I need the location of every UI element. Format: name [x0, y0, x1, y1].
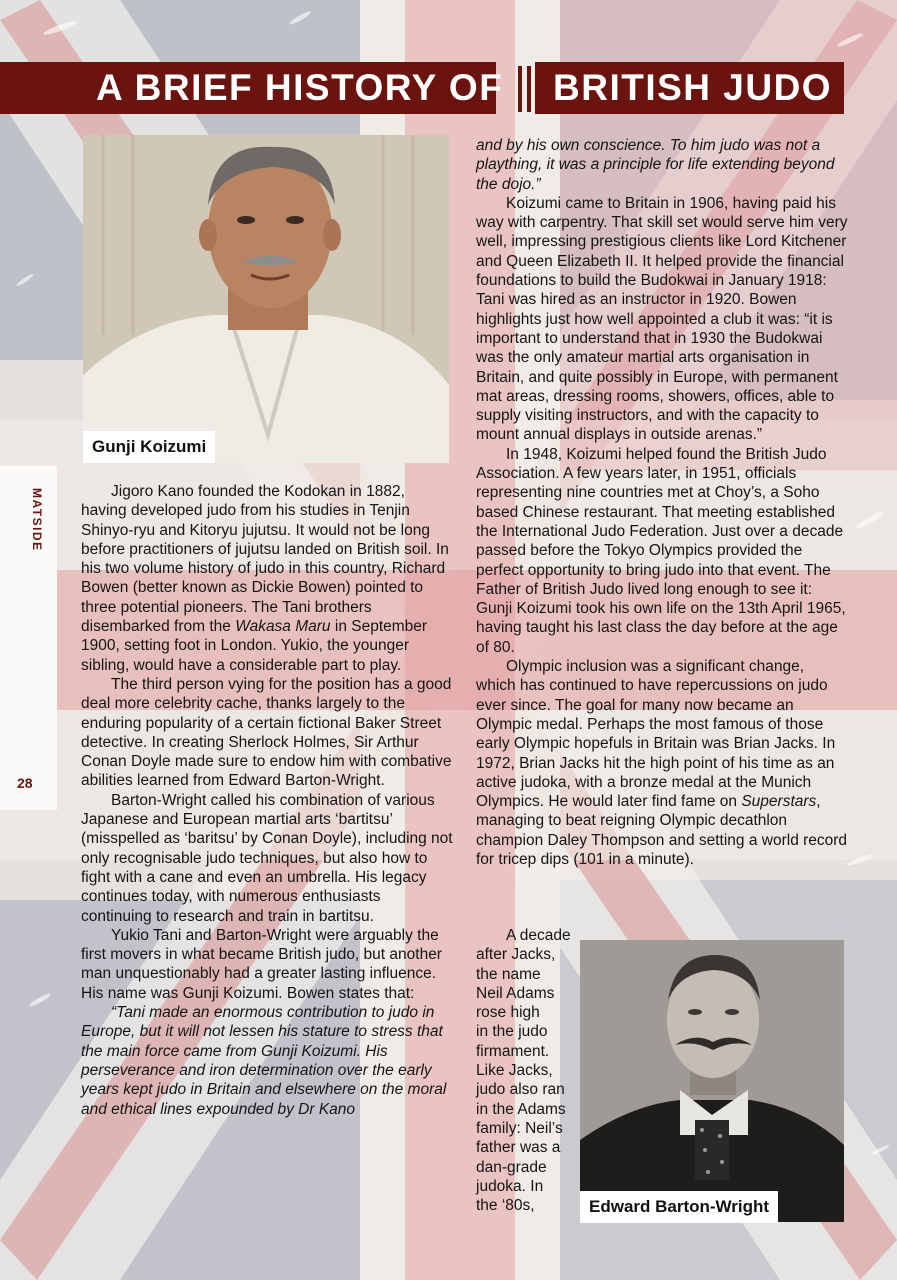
text-line: the name [476, 965, 541, 983]
text-line: father was a [476, 1139, 561, 1157]
paragraph: Koizumi came to Britain in 1906, having paid his way with carpentry. That skill set would serve him very well, impressing prestigious clients like Lord Kitchener and Queen Elizabeth II. It helped provide the financial foundations to build the Budokwai in January 1918: Tani was hired as an instructor in 1920. Bowen highlights just how well appointed a club it was: “it is important to understand that in 1930 the Budokwai was the only amateur martial arts organisation in Britain, and quite possibly in Europe, with permanent mat areas, dressing rooms, showers, offices, able to supply visiting instructors, and with the capacity to mount annual displays in outside arenas.” [476, 194, 848, 444]
barton-wright-caption: Edward Barton-Wright [580, 1191, 778, 1223]
left-column [81, 482, 453, 1119]
paragraph: Olympic inclusion was a significant change, which has continued to have repercussions on judo ever since. The goal for many now became an Olympic medal. Perhaps the most famous of those early Olympic hopefuls in Britain was Brian Jacks. In 1972, Brian Jacks hit the high point of his time as an active judoka, with a bronze medal at the Munich Olympics. He would later find fame on Superstars, managing to beat reigning Olympic decathlon champion Daley Thompson and setting a world record for tricep dips (101 in a minute). [476, 658, 848, 868]
koizumi-caption: Gunji Koizumi [83, 431, 215, 463]
barton-wright-photo [580, 940, 844, 1222]
ship-name: Wakasa Maru [235, 618, 331, 636]
text-line: Like Jacks, [476, 1062, 553, 1080]
text-line: in the judo [476, 1023, 548, 1041]
text-line: rose high [476, 1004, 540, 1022]
title-right: BRITISH JUDO [535, 62, 844, 114]
koizumi-photo [83, 135, 449, 463]
paragraph: Yukio Tani and Barton-Wright were arguably the first movers in what became British judo, but another man unquestionably had a greater lasting influence. His name was Gunji Koizumi. Bowen states that: [81, 926, 442, 1002]
quote: “Tani made an enormous contribution to judo in Europe, but it will not lessen his stature to stress that the main force came from Gunji Koizumi. His perseverance and iron determination over the early years kept judo in Britain and elsewhere on the moral and ethical lines expounded by Dr Kano [81, 1004, 447, 1118]
section-label: MATSIDE [30, 488, 44, 552]
title-left: A BRIEF HISTORY OF [0, 62, 496, 114]
narrow-column [476, 926, 576, 1215]
paragraph: The third person vying for the position has a good deal more celebrity cache, thanks largely to the enduring popularity of a certain fictional Baker Street detective. In creating Sherlock Holmes, Sir Arthur Conan Doyle made sure to endow him with combative abilities learned from Edward Barton-Wright. [81, 675, 452, 790]
title-divider [518, 66, 532, 112]
text-line: family: Neil’s [476, 1119, 563, 1137]
text-line: Neil Adams [476, 984, 555, 1002]
paragraph: In 1948, Koizumi helped found the British Judo Association. A few years later, in 1951, officials representing nine countries met at Choy’s, a Soho based Chinese restaurant. That meeting established the International Judo Federation. Just over a decade passed before the Tokyo Olympics provided the perfect opportunity to bring judo into that event. The Father of British Judo lived long enough to see it: Gunji Koizumi took his own life on the 13th April 1965, having taught his last class the day before at the age of 80. [476, 445, 846, 656]
text-line: in the Adams [476, 1100, 566, 1118]
text-line: firmament. [476, 1042, 550, 1060]
page-number: 28 [17, 775, 33, 791]
text-line: judoka. In [476, 1177, 544, 1195]
text-line: the ‘80s, [476, 1197, 535, 1215]
paragraph: Barton-Wright called his combination of various Japanese and European martial arts ‘bartitsu’ (misspelled as ‘baritsu’ by Conan Doyle), including not only recognisable judo techniques, but also how to fight with a cane and even an umbrella. His legacy continues today, with numerous enthusiasts continuing to research and train in bartitsu. [81, 791, 453, 925]
right-column [476, 136, 848, 869]
sidebar-strip [0, 466, 57, 810]
text-line: judo also ran [476, 1081, 565, 1099]
show-name: Superstars [741, 793, 817, 811]
text-line: A decade [506, 927, 571, 944]
text-line: dan-grade [476, 1158, 547, 1176]
paragraph: Jigoro Kano founded the Kodokan in 1882, having developed judo from his studies in Tenjin Shinyo-ryu and Kitoryu jujutsu. It would not be long before practitioners of jujutsu landed on British soil. In his two volume history of judo in this country, Richard Bowen (better known as Dickie Bowen) pointed to three potential pioneers. The Tani brothers disembarked from the Wakasa Maru in September 1900, setting foot in London. Yukio, the younger sibling, would have a considerable part to play. [81, 483, 449, 674]
text-line: after Jacks, [476, 946, 556, 964]
quote-continued: and by his own conscience. To him judo was not a plaything, it was a principle for life extending beyond the dojo.” [476, 137, 835, 193]
